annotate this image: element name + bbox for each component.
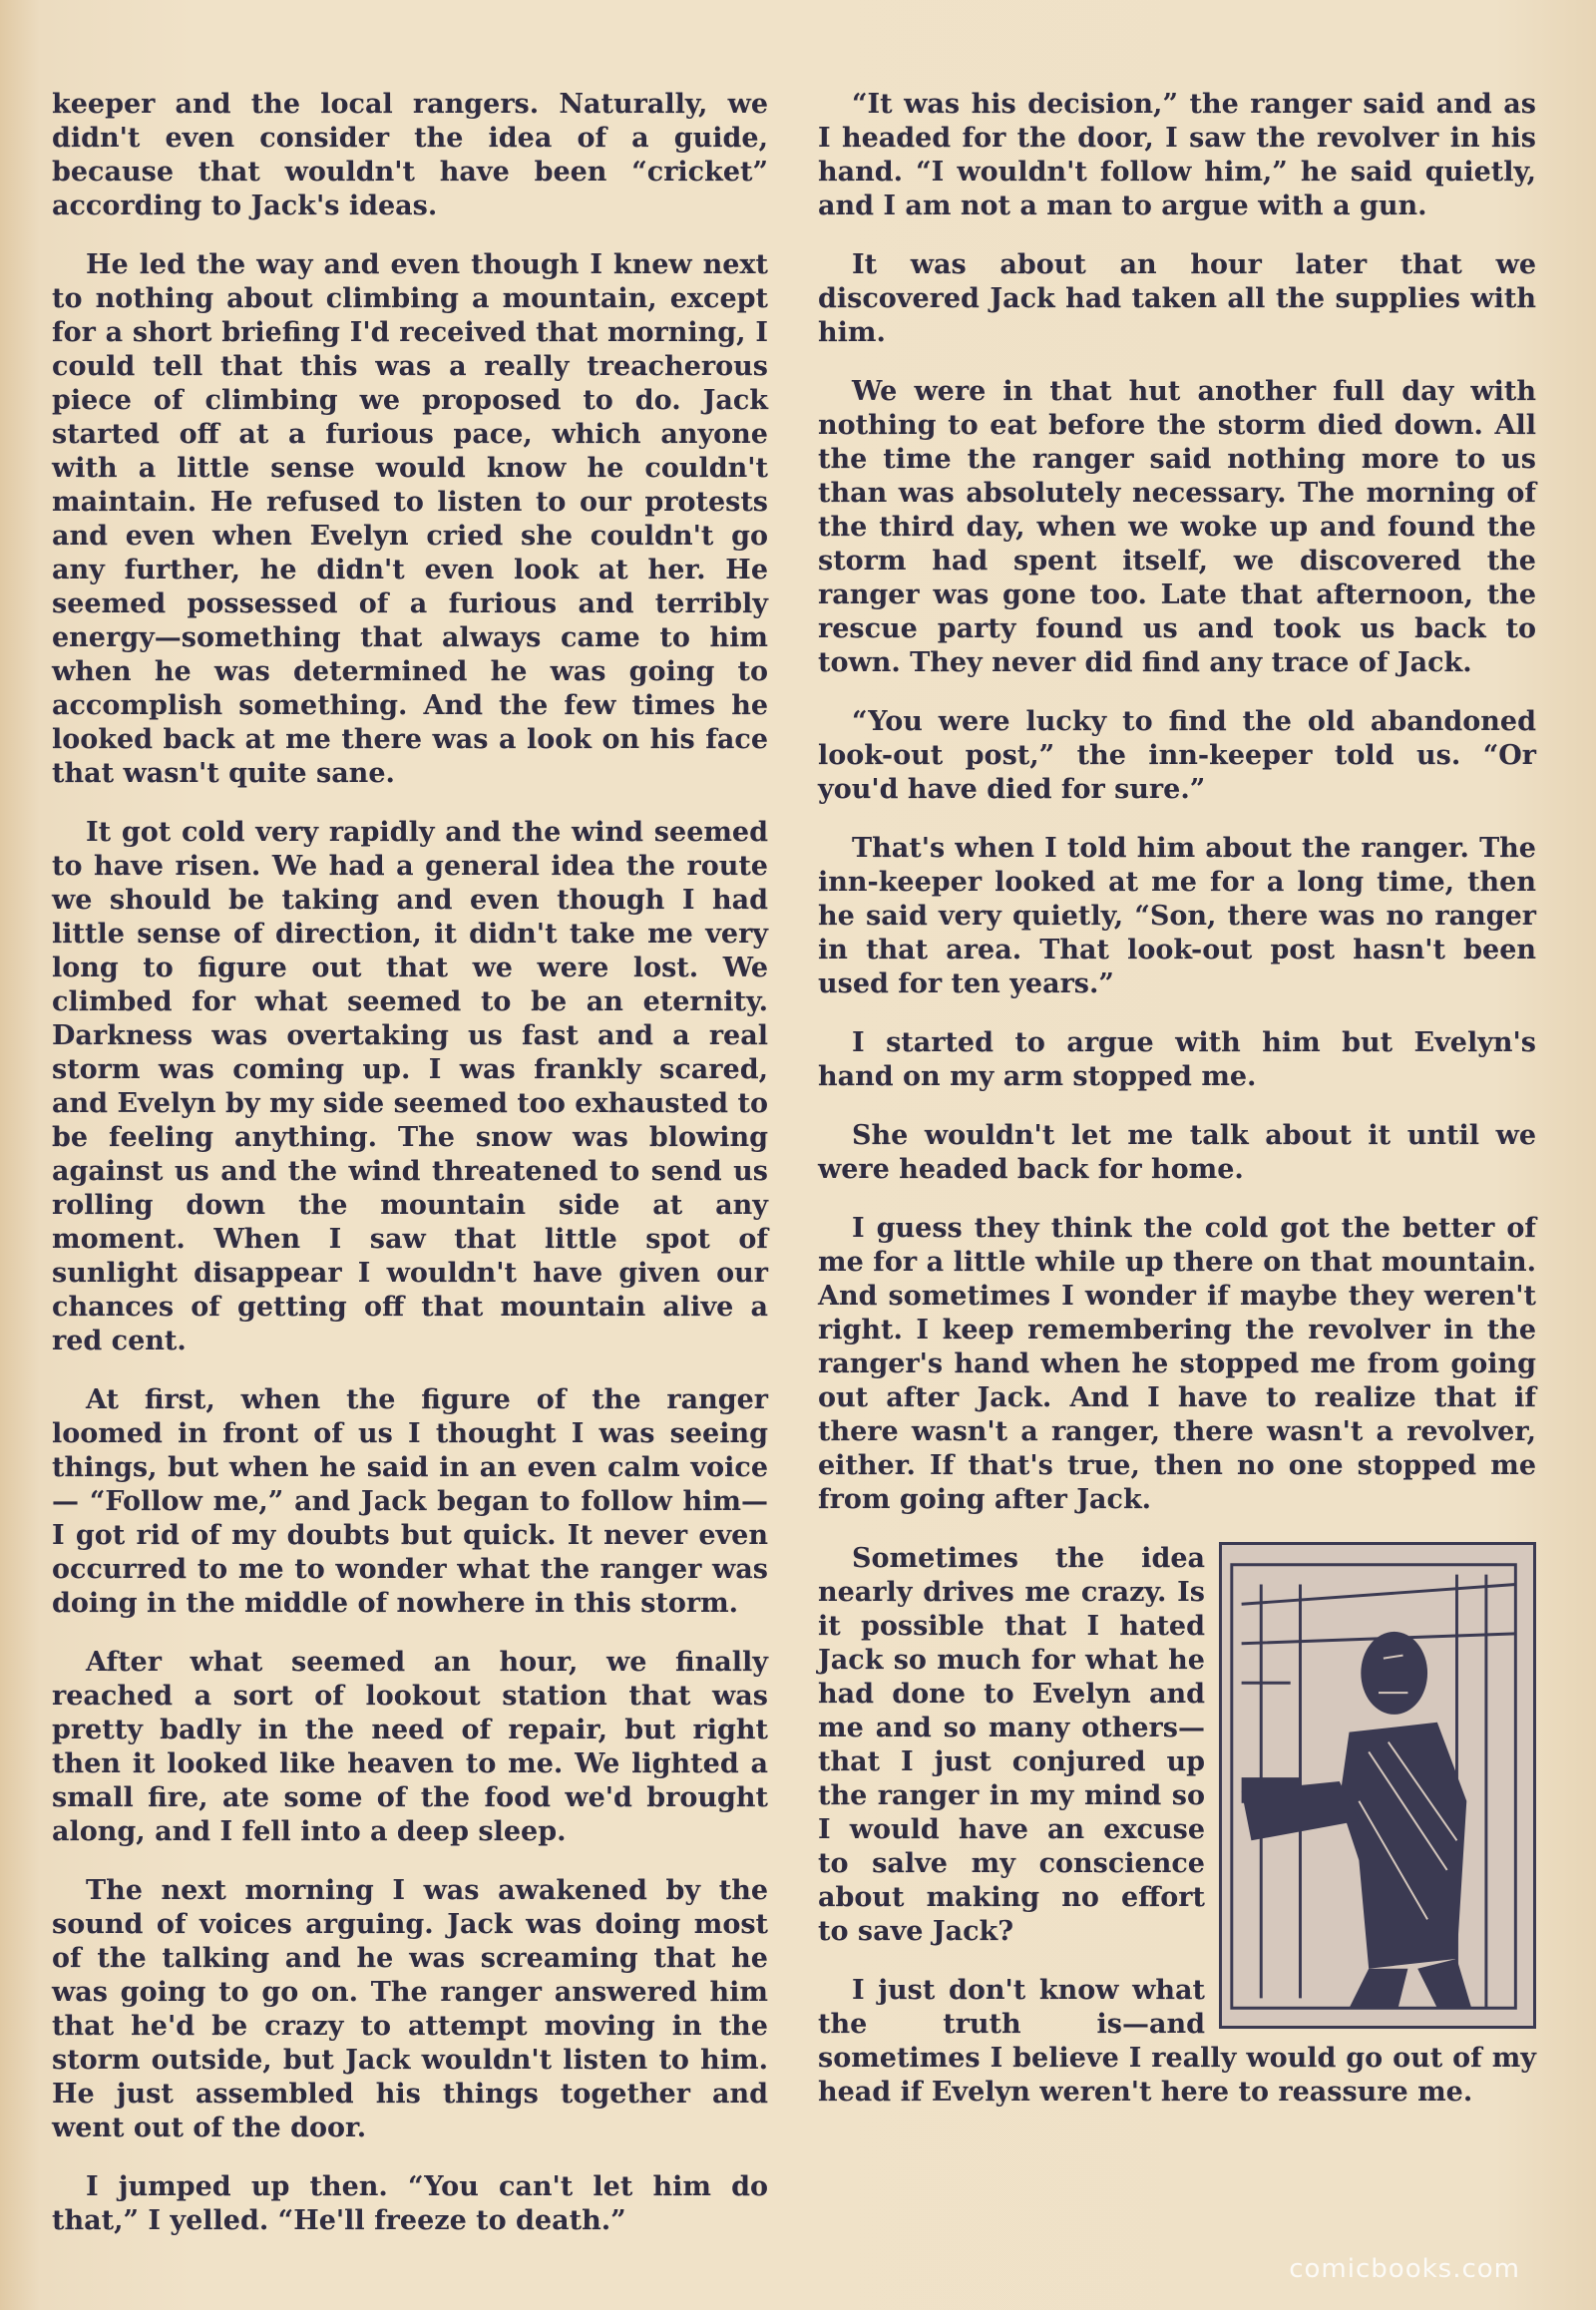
ranger-illustration-icon	[1222, 1545, 1533, 2026]
story-paragraph: That's when I told him about the ranger. The inn-keeper looked at me for a long time, then he said very quietly, “Son, there was no ranger in that area. That look-out post hasn't been used for ten years.”	[818, 833, 1536, 999]
story-paragraph: The next morning I was awakened by the sound of voices arguing. Jack was doing most of the talking and he was screaming that he was going to go on. The ranger answered him that he'd be crazy to attempt moving in the storm outside, but Jack wouldn't listen to him. He just assembled his things together and went out of the door.	[52, 1875, 768, 2143]
story-paragraph: I guess they think the cold got the better of me for a little while up there on that mountain. And sometimes I wonder if maybe they weren't right. I keep remembering the revolver in the ranger's hand when he stopped me from going out after Jack. And I have to realize that if there wasn't a ranger, there wasn't a revolver, either. If that's true, then no one stopped me from going after Jack.	[818, 1213, 1536, 1515]
illustration-wrap-area	[818, 1542, 1536, 2110]
watermark: comicbooks.com	[1289, 2254, 1520, 2284]
story-paragraph: I just don't know what the truth is—and sometimes I believe I really would go out of my head if Evelyn weren't here to reassure me.	[818, 1975, 1536, 2108]
story-paragraph: keeper and the local rangers. Naturally, we didn't even consider the idea of a guide, because that wouldn't have been “cricket” according to Jack's ideas.	[52, 89, 768, 221]
story-paragraph: She wouldn't let me talk about it until we were headed back for home.	[818, 1120, 1536, 1185]
story-paragraph: It was about an hour later that we discovered Jack had taken all the supplies with him.	[818, 249, 1536, 348]
story-paragraph: “You were lucky to find the old abandoned look-out post,” the inn-keeper told us. “Or you'd have died for sure.”	[818, 706, 1536, 805]
story-paragraph: At first, when the figure of the ranger loomed in front of us I thought I was seeing things, but when he said in an even calm voice— “Follow me,” and Jack began to follow him—I got rid of my doubts but quick. It never even occurred to me to wonder what the ranger was doing in the middle of nowhere in this storm.	[52, 1384, 768, 1619]
story-paragraph: We were in that hut another full day with nothing to eat before the storm died down. All the time the ranger said nothing more to us than was absolutely necessary. The morning of the third day, when we woke up and found the storm had spent itself, we discovered the ranger was gone too. Late that afternoon, the rescue party found us and took us back to town. They never did find any trace of Jack.	[818, 376, 1536, 678]
story-paragraph: I started to argue with him but Evelyn's hand on my arm stopped me.	[818, 1027, 1536, 1092]
right-text-column	[818, 88, 1536, 2134]
story-paragraph: After what seemed an hour, we finally reached a sort of lookout station that was pretty badly in the need of repair, but right then it looked like heaven to me. We lighted a small fire, ate some of the food we'd brought along, and I fell into a deep sleep.	[52, 1647, 768, 1847]
left-text-column	[52, 88, 768, 2263]
story-paragraph: Sometimes the idea nearly drives me crazy. Is it possible that I hated Jack so much for what he had done to Evelyn and me and so many others—that I just conjured up the ranger in my mind so I would have an excuse to salve my conscience about making no effort to save Jack?	[818, 1543, 1205, 1947]
story-paragraph: I jumped up then. “You can't let him do that,” I yelled. “He'll freeze to death.”	[52, 2171, 768, 2236]
ranger-with-revolver-illustration	[1219, 1542, 1536, 2029]
story-paragraph: It got cold very rapidly and the wind seemed to have risen. We had a general idea the route we should be taking and even though I had little sense of direction, it didn't take me very long to figure out that we were lost. We climbed for what seemed to be an eternity. Darkness was overtaking us fast and a real storm was coming up. I was frankly scared, and Evelyn by my side seemed too exhausted to be feeling anything. The snow was blowing against us and the wind threatened to send us rolling down the mountain side at any moment. When I saw that little spot of sunlight disappear I wouldn't have given our chances of getting off that mountain alive a red cent.	[52, 817, 768, 1356]
story-paragraph: He led the way and even though I knew next to nothing about climbing a mountain, except for a short briefing I'd received that morning, I could tell that this was a really treacherous piece of climbing we proposed to do. Jack started off at a furious pace, which anyone with a little sense would know he couldn't maintain. He refused to listen to our protests and even when Evelyn cried she couldn't go any further, he didn't even look at her. He seemed possessed of a furious and terribly energy—something that always came to him when he was determined he was going to accomplish something. And the few times he looked back at me there was a look on his face that wasn't quite sane.	[52, 249, 768, 789]
story-paragraph: “It was his decision,” the ranger said and as I headed for the door, I saw the revolver in his hand. “I wouldn't follow him,” he said quietly, and I am not a man to argue with a gun.	[818, 89, 1536, 221]
